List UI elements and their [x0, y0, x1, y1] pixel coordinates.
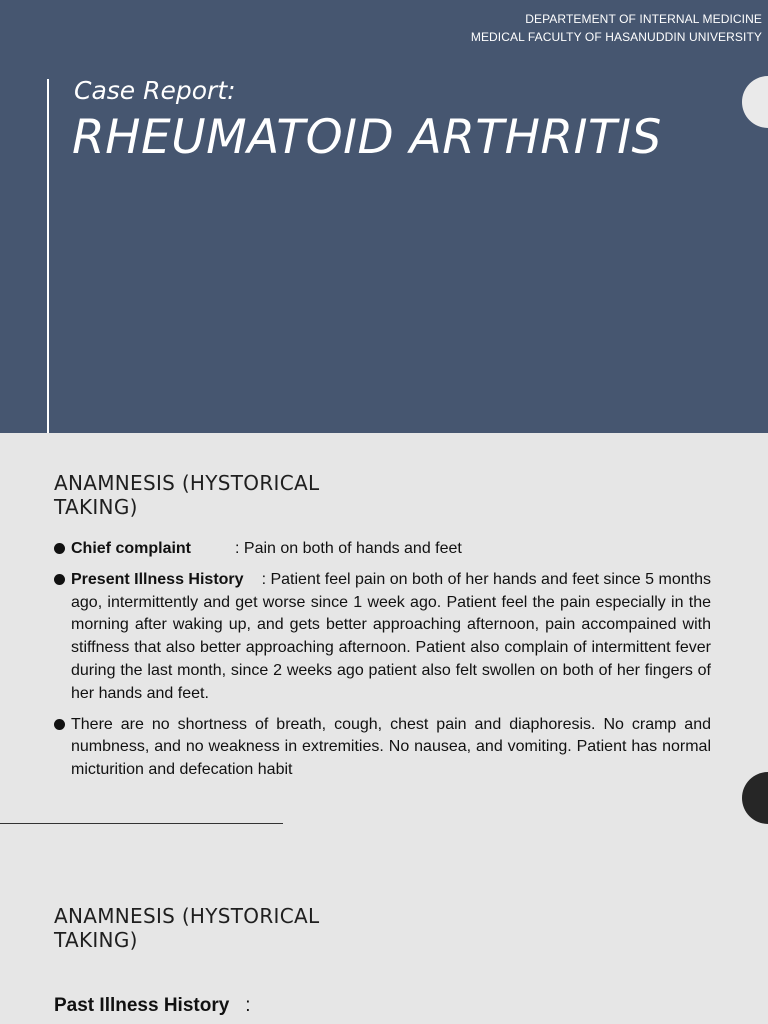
past-illness-history [54, 995, 251, 1017]
section-heading-2-line-2: TAKING) [54, 928, 138, 952]
anamnesis-bullet-list [54, 538, 711, 790]
bullet-dot-icon [54, 574, 65, 585]
section-heading [54, 471, 319, 519]
case-report-label: Case Report: [74, 76, 236, 105]
section-heading-2 [54, 904, 319, 952]
decorative-circle-light [742, 76, 768, 128]
past-illness-label: Past Illness History [54, 995, 230, 1016]
department-line-1: DEPARTEMENT OF INTERNAL MEDICINE [525, 12, 762, 26]
bullet-negative-symptoms [54, 714, 711, 782]
bullet-dot-icon [54, 543, 65, 554]
department-line-2: MEDICAL FACULTY OF HASANUDDIN UNIVERSITY [470, 30, 762, 44]
bullet-label: Present Illness History [71, 570, 244, 588]
bullet-label: Chief complaint [71, 540, 192, 557]
presentation-title: RHEUMATOID ARTHRITIS [72, 110, 662, 165]
bullet-dot-icon [54, 719, 65, 730]
bullet-text: There are no shortness of breath, cough, chest pain and diaphoresis. No cramp and numbness, and no weakness in extremities. No nausea, and vomiting. Patient has normal micturition and defecation habit [71, 715, 711, 779]
bullet-present-illness [54, 569, 711, 706]
section-heading-line-1: ANAMNESIS (HYSTORICAL [54, 471, 320, 495]
title-slide [0, 0, 768, 433]
bullet-text: : Pain on both of hands and feet [235, 540, 462, 557]
anamnesis-slide [0, 433, 768, 828]
bullet-text: : Patient feel pain on both of her hands and feet since 5 months ago, intermittently and get worse since 1 week ago. Patient feel the pain especially in the morning after waking up, and gets better approaching afternoon, pain accompained with stiffness that also better approaching afternoon. Patient also complain of intermittent fever during the last month, since 2 weeks ago patient also felt swollen on both of her fingers of her hands and feet. [71, 570, 712, 702]
section-heading-line-2: TAKING) [54, 495, 138, 519]
department-header [471, 10, 762, 46]
bullet-chief-complaint [54, 538, 711, 561]
title-accent-line [47, 79, 49, 433]
section-heading-2-line-1: ANAMNESIS (HYSTORICAL [54, 904, 320, 928]
slide-divider [0, 823, 283, 824]
past-illness-colon: : [245, 995, 251, 1016]
